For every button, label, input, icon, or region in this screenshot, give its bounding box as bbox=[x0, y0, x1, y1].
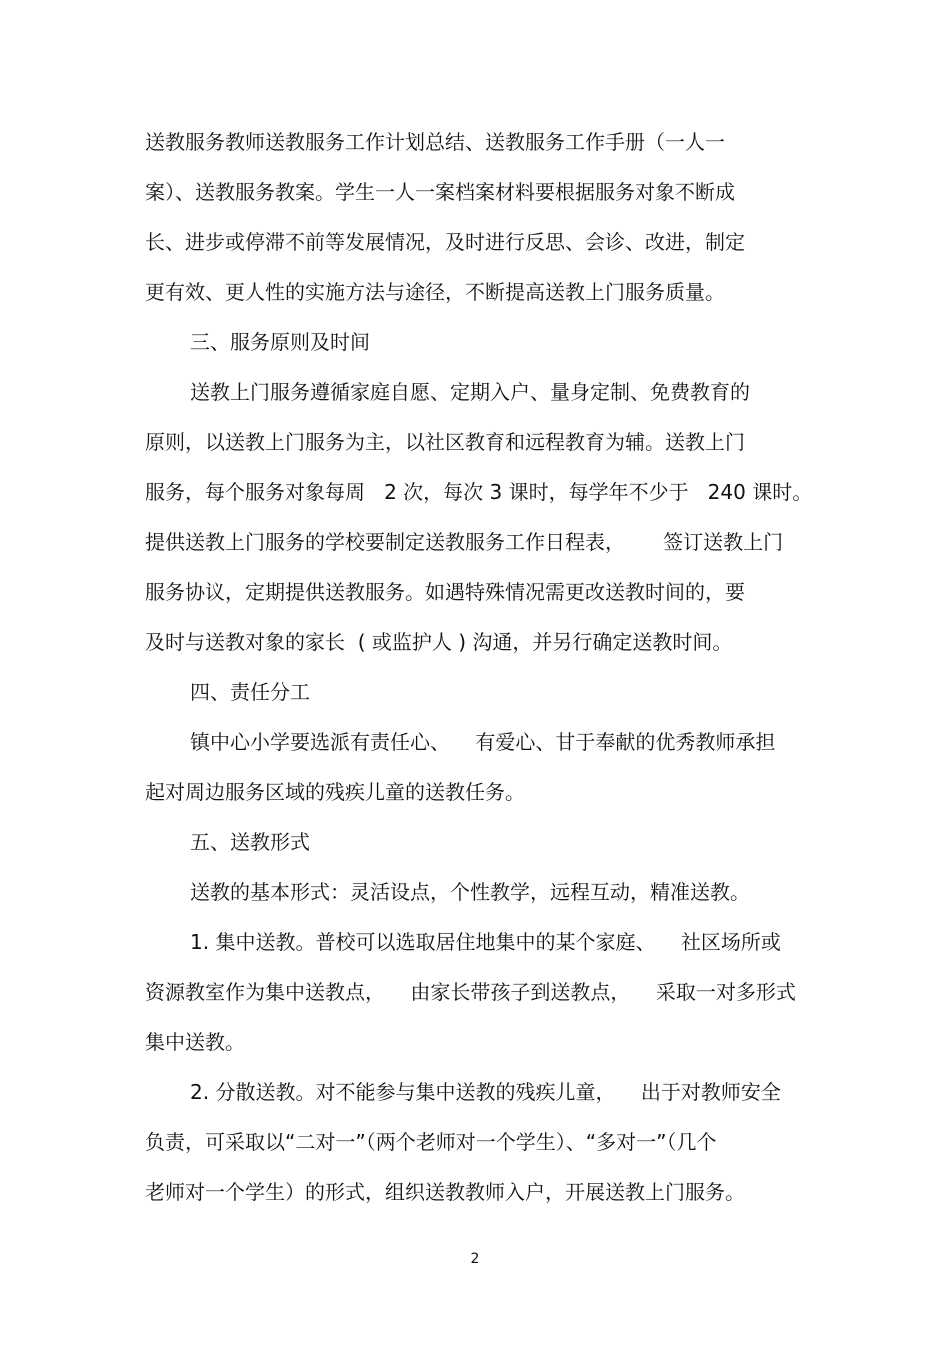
paragraph-line: 送教上门服务遵循家庭自愿、定期入户、量身定制、免费教育的 bbox=[190, 380, 750, 404]
paragraph-line: 及时与送教对象的家长 ( 或监护人 ) 沟通，并另行确定送教时间。 bbox=[145, 630, 733, 654]
paragraph-line: 起对周边服务区域的残疾儿童的送教任务。 bbox=[145, 780, 525, 804]
paragraph-line: 提供送教上门服务的学校要制定送教服务工作日程表， 签订送教上门 bbox=[145, 530, 784, 554]
page-number: 2 bbox=[470, 1251, 480, 1267]
paragraph-line: 长、进步或停滞不前等发展情况，及时进行反思、会诊、改进，制定 bbox=[145, 230, 745, 254]
paragraph-line: 更有效、更人性的实施方法与途径，不断提高送教上门服务质量。 bbox=[145, 280, 725, 304]
paragraph-line: 服务协议，定期提供送教服务。如遇特殊情况需更改送教时间的，要 bbox=[145, 580, 745, 604]
section-heading: 五、送教形式 bbox=[190, 830, 310, 854]
paragraph-line: 老师对一个学生）的形式，组织送教教师入户，开展送教上门服务。 bbox=[145, 1180, 745, 1204]
paragraph-line: 2. 分散送教。对不能参与集中送教的残疾儿童， 出于对教师安全 bbox=[190, 1080, 781, 1104]
paragraph-line: 案）、送教服务教案。学生一人一案档案材料要根据服务对象不断成 bbox=[145, 180, 735, 204]
paragraph-line: 集中送教。 bbox=[145, 1030, 245, 1054]
paragraph-line: 资源教室作为集中送教点， 由家长带孩子到送教点， 采取一对多形式 bbox=[145, 980, 796, 1004]
section-heading: 三、服务原则及时间 bbox=[190, 330, 370, 354]
paragraph-line: 送教服务教师送教服务工作计划总结、送教服务工作手册（一人一 bbox=[145, 130, 725, 154]
paragraph-line: 服务，每个服务对象每周 2 次，每次 3 课时，每学年不少于 240 课时。 bbox=[145, 480, 813, 504]
paragraph-line: 镇中心小学要选派有责任心、 有爱心、甘于奉献的优秀教师承担 bbox=[190, 730, 776, 754]
paragraph-line: 1. 集中送教。普校可以选取居住地集中的某个家庭、 社区场所或 bbox=[190, 930, 781, 954]
paragraph-line: 送教的基本形式：灵活设点，个性教学，远程互动，精准送教。 bbox=[190, 880, 750, 904]
section-heading: 四、责任分工 bbox=[190, 680, 310, 704]
paragraph-line: 原则，以送教上门服务为主，以社区教育和远程教育为辅。送教上门 bbox=[145, 430, 745, 454]
paragraph-line: 负责，可采取以“二对一”（两个老师对一个学生）、“多对一”（几个 bbox=[145, 1130, 717, 1154]
